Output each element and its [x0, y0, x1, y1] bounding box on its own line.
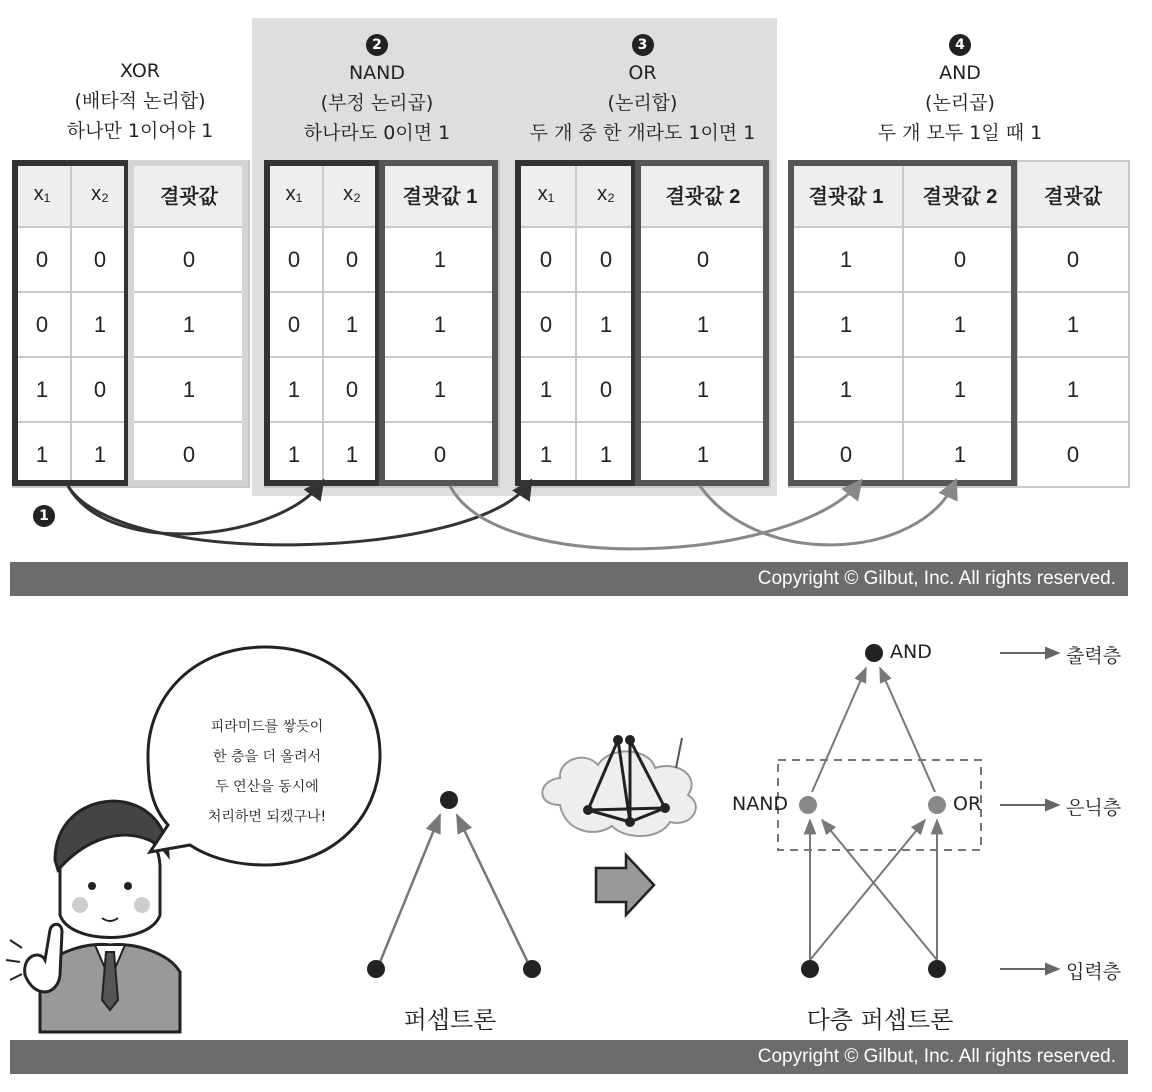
- or-cell: 1: [576, 422, 636, 487]
- nand-subtitle: (부정 논리곱): [320, 92, 434, 114]
- xor-cell: 0: [13, 227, 71, 292]
- nand-cell: 0: [265, 227, 323, 292]
- nand-header-cell: x₂: [323, 161, 381, 227]
- arrow-xor-to-or: [68, 482, 530, 545]
- xor-title: XOR: [120, 60, 160, 82]
- xor-cell: 1: [129, 357, 249, 422]
- and-cell: 1: [1017, 292, 1129, 357]
- input-layer-label: 입력층: [1066, 961, 1122, 983]
- perceptron-illustration: [0, 600, 1152, 1080]
- and-cell: 1: [789, 357, 903, 422]
- xor-cell: 0: [71, 357, 129, 422]
- nand-cell: 0: [323, 357, 381, 422]
- mlp-nand-label: NAND: [732, 793, 789, 815]
- and-cell: 1: [1017, 357, 1129, 422]
- and-cell: 1: [789, 227, 903, 292]
- or-cell: 0: [516, 292, 576, 357]
- speech-line-1: 피라미드를 쌓듯이: [210, 719, 324, 735]
- pyramid-thought-cloud: [542, 735, 695, 836]
- perceptron-label: 퍼셉트론: [403, 1006, 497, 1034]
- and-subtitle: (논리곱): [925, 92, 995, 114]
- or-header-cell: x₂: [576, 161, 636, 227]
- simple-perceptron: [367, 791, 541, 978]
- badge-two: 2: [366, 34, 388, 56]
- and-cell: 0: [789, 422, 903, 487]
- or-cell: 0: [516, 227, 576, 292]
- xor-cell: 1: [71, 422, 129, 487]
- perceptron-input-node-2: [523, 960, 541, 978]
- xor-cell: 1: [71, 292, 129, 357]
- nand-cell: 1: [381, 357, 499, 422]
- mlp-input-node-2: [928, 960, 946, 978]
- copyright-bar-bottom: Copyright © Gilbut, Inc. All rights reserved.: [10, 1040, 1128, 1074]
- and-header-cell: 결괏값: [1017, 161, 1129, 227]
- nand-header-cell: 결괏값 1: [381, 161, 499, 227]
- arrow-or-to-and: [700, 482, 955, 545]
- perceptron-output-node: [440, 791, 458, 809]
- or-cell: 1: [516, 357, 576, 422]
- nand-header-cell: x₁: [265, 161, 323, 227]
- hidden-layer-label: 은닉층: [1066, 797, 1122, 819]
- badge-three: 3: [632, 34, 654, 56]
- or-cell: 0: [576, 227, 636, 292]
- badge-one: 1: [33, 505, 55, 527]
- xor-subtitle: (배타적 논리합): [74, 90, 206, 112]
- or-cell: 1: [636, 422, 770, 487]
- copyright-bar-top: Copyright © Gilbut, Inc. All rights reserved.: [10, 562, 1128, 596]
- speech-line-3: 두 연산을 동시에: [215, 779, 319, 795]
- nand-cell: 1: [265, 422, 323, 487]
- or-cell: 1: [636, 357, 770, 422]
- or-cell: 1: [516, 422, 576, 487]
- nand-cell: 1: [381, 227, 499, 292]
- multilayer-perceptron: [778, 644, 981, 978]
- xor-cell: 0: [13, 292, 71, 357]
- xor-cell: 0: [129, 227, 249, 292]
- and-cell: 1: [903, 422, 1017, 487]
- xor-header-cell: x₁: [13, 161, 71, 227]
- xor-cell: 1: [13, 422, 71, 487]
- and-title: AND: [939, 62, 981, 84]
- or-desc: 두 개 중 한 개라도 1이면 1: [529, 122, 756, 144]
- mlp-nand-node: [799, 796, 817, 814]
- nand-desc: 하나라도 0이면 1: [303, 122, 451, 144]
- mlp-or-label: OR: [953, 793, 982, 815]
- xor-cell: 1: [129, 292, 249, 357]
- or-header-cell: x₁: [516, 161, 576, 227]
- speech-line-2: 한 층을 더 올려서: [212, 749, 322, 765]
- mlp-or-node: [928, 796, 946, 814]
- or-title: OR: [628, 62, 657, 84]
- speech-line-4: 처리하면 되겠구나!: [207, 809, 327, 825]
- xor-cell: 0: [129, 422, 249, 487]
- or-header-cell: 결괏값 2: [636, 161, 770, 227]
- and-cell: 0: [903, 227, 1017, 292]
- nand-cell: 0: [381, 422, 499, 487]
- nand-cell: 1: [265, 357, 323, 422]
- mlp-and-label: AND: [890, 641, 932, 663]
- xor-header-cell: 결괏값: [129, 161, 249, 227]
- mlp-and-node: [865, 644, 883, 662]
- nand-title: NAND: [348, 62, 406, 84]
- arrow-nand-to-and: [450, 482, 860, 549]
- and-cell: 1: [789, 292, 903, 357]
- and-cell: 1: [903, 292, 1017, 357]
- or-cell: 1: [576, 292, 636, 357]
- and-cell: 0: [1017, 422, 1129, 487]
- nand-cell: 0: [323, 227, 381, 292]
- nand-cell: 1: [323, 292, 381, 357]
- nand-cell: 0: [265, 292, 323, 357]
- and-header-cell: 결괏값 1: [789, 161, 903, 227]
- and-desc: 두 개 모두 1일 때 1: [877, 122, 1043, 144]
- or-subtitle: (논리합): [607, 92, 678, 114]
- xor-cell: 1: [13, 357, 71, 422]
- and-cell: 1: [903, 357, 1017, 422]
- speech-text: [162, 712, 372, 832]
- mlp-label: 다층 퍼셉트론: [806, 1006, 954, 1034]
- person-illustration: [6, 801, 180, 1032]
- output-layer-label: 출력층: [1066, 645, 1122, 667]
- badge-four: 4: [949, 34, 971, 56]
- or-cell: 0: [576, 357, 636, 422]
- transform-arrow: [596, 855, 654, 915]
- nand-cell: 1: [323, 422, 381, 487]
- and-cell: 0: [1017, 227, 1129, 292]
- mlp-input-node-1: [801, 960, 819, 978]
- or-cell: 1: [636, 292, 770, 357]
- xor-desc: 하나만 1이어야 1: [66, 120, 214, 142]
- nand-cell: 1: [381, 292, 499, 357]
- xor-header-cell: x₂: [71, 161, 129, 227]
- and-header-cell: 결괏값 2: [903, 161, 1017, 227]
- arrow-xor-to-nand: [68, 482, 322, 534]
- perceptron-input-node-1: [367, 960, 385, 978]
- or-cell: 0: [636, 227, 770, 292]
- xor-cell: 0: [71, 227, 129, 292]
